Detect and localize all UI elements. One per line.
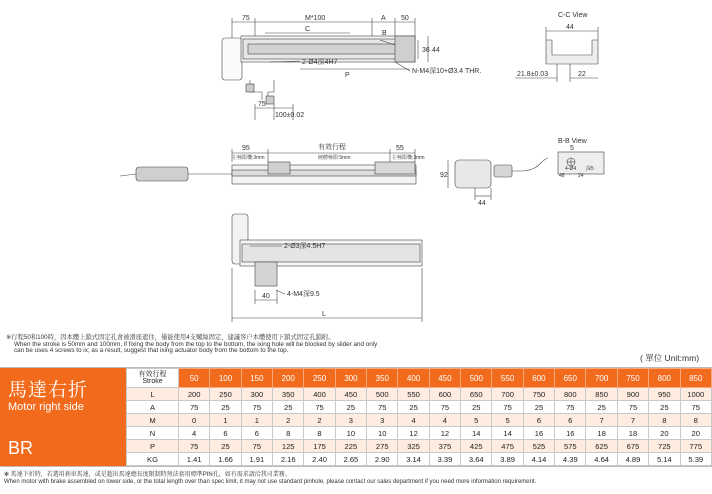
- row-label: A: [127, 401, 179, 414]
- table-row: [127, 453, 712, 466]
- row-label: L: [127, 388, 179, 401]
- table-cell: 425: [461, 440, 492, 453]
- stroke-value: 700: [586, 369, 617, 388]
- table-cell: 800: [555, 388, 586, 401]
- table-cell: 75: [429, 401, 460, 414]
- bottom-dim-40: 40: [262, 293, 270, 300]
- bb-depth: 深5: [586, 166, 594, 172]
- bottom-dim-l: L: [322, 311, 326, 318]
- table-cell: 18: [617, 427, 648, 440]
- bb-view-title: B-B View: [558, 138, 587, 145]
- table-cell: 275: [367, 440, 398, 453]
- table-cell: 75: [179, 401, 210, 414]
- table-cell: 25: [273, 401, 304, 414]
- table-cell: 625: [586, 440, 617, 453]
- stroke-value: 400: [398, 369, 429, 388]
- stroke-value: 350: [367, 369, 398, 388]
- left-limit-label: 左極限機:3mm: [232, 155, 265, 161]
- table-cell: 4: [179, 427, 210, 440]
- table-row: [127, 440, 712, 453]
- table-cell: 3.39: [429, 453, 460, 466]
- table-cell: 14: [492, 427, 523, 440]
- stroke-header-row: [127, 369, 712, 388]
- dim-75-top: 75: [242, 15, 250, 22]
- dim-44: 44: [432, 47, 440, 54]
- table-cell: 6: [241, 427, 272, 440]
- table-cell: 200: [179, 388, 210, 401]
- bottom-thread-label: 4-M4深9.5: [287, 291, 320, 298]
- table-cell: 325: [398, 440, 429, 453]
- note-cn: ※行程50和100時，因本體上鎖式固定孔會被滑座遮住，僅能使用4支螺絲固定，建議客户本體使用下鎖式固定孔鎖附。: [6, 334, 335, 341]
- table-cell: 350: [273, 388, 304, 401]
- table-cell: 2.16: [273, 453, 304, 466]
- table-cell: 3.64: [461, 453, 492, 466]
- note-en-1: When the stroke is 50mm and 100mm, if fixing the body from the top to the bottom, the ixing hole will be blocked by slider and only: [14, 341, 378, 348]
- table-cell: 5.14: [649, 453, 680, 466]
- table-cell: 775: [680, 440, 712, 453]
- table-cell: 950: [649, 388, 680, 401]
- table-cell: 400: [304, 388, 335, 401]
- motor-title-en: Motor right side: [8, 401, 84, 413]
- stroke-value: 300: [335, 369, 366, 388]
- table-cell: 4: [429, 414, 460, 427]
- table-cell: 16: [555, 427, 586, 440]
- dim-75-bottom: 75: [258, 101, 266, 108]
- table-cell: 75: [367, 401, 398, 414]
- table-cell: 125: [273, 440, 304, 453]
- table-cell: 75: [241, 401, 272, 414]
- table-cell: 575: [555, 440, 586, 453]
- table-cell: 225: [335, 440, 366, 453]
- table-cell: 18: [586, 427, 617, 440]
- table-cell: 550: [398, 388, 429, 401]
- stroke-value: 150: [241, 369, 272, 388]
- cc-dim-21: 21.8±0.03: [517, 71, 549, 78]
- row-label: P: [127, 440, 179, 453]
- dim-a: A: [381, 15, 386, 22]
- motor-title-cn: 馬達右折: [8, 379, 89, 401]
- cc-dim-44: 44: [566, 24, 574, 31]
- cc-dim-22: 22: [578, 71, 586, 78]
- table-cell: 7: [586, 414, 617, 427]
- table-cell: 8: [649, 414, 680, 427]
- table-cell: 20: [680, 427, 712, 440]
- table-cell: 10: [335, 427, 366, 440]
- stroke-value: 50: [179, 369, 210, 388]
- row-label: M: [127, 414, 179, 427]
- table-cell: 1.91: [241, 453, 272, 466]
- mid-stroke-label: 有效行程: [318, 144, 346, 151]
- table-cell: 8: [273, 427, 304, 440]
- table-cell: 10: [367, 427, 398, 440]
- thread-label: N-M4深10+Ø3.4 THR.: [412, 68, 482, 75]
- motor-panel: [0, 368, 126, 466]
- bb-dim-48: 48: [559, 173, 565, 179]
- table-cell: 75: [617, 401, 648, 414]
- table-cell: 5.39: [680, 453, 712, 466]
- table-cell: 600: [429, 388, 460, 401]
- stroke-value: 250: [304, 369, 335, 388]
- stroke-value: 450: [429, 369, 460, 388]
- table-cell: 375: [429, 440, 460, 453]
- table-cell: 0: [179, 414, 210, 427]
- table-cell: 16: [523, 427, 554, 440]
- bb-dim-5: 5: [570, 145, 574, 152]
- table-row: [127, 427, 712, 440]
- stroke-value: 100: [210, 369, 241, 388]
- table-cell: 525: [523, 440, 554, 453]
- motor-code: BR: [8, 438, 34, 458]
- dim-100-tol: 100±0.02: [275, 112, 305, 119]
- table-cell: 2.65: [335, 453, 366, 466]
- dim-p: P: [345, 72, 350, 79]
- stroke-value: 850: [680, 369, 712, 388]
- table-cell: 1000: [680, 388, 712, 401]
- table-cell: 4.64: [586, 453, 617, 466]
- table-row: [127, 401, 712, 414]
- stroke-value: 500: [461, 369, 492, 388]
- table-cell: 8: [680, 414, 712, 427]
- dim-m100: M*100: [305, 15, 326, 22]
- table-cell: 1: [241, 414, 272, 427]
- dim-b: B: [382, 30, 387, 37]
- table-cell: 2: [304, 414, 335, 427]
- table-cell: 4.14: [523, 453, 554, 466]
- stroke-value: 200: [273, 369, 304, 388]
- table-cell: 20: [649, 427, 680, 440]
- mid-dim-55: 55: [396, 145, 404, 152]
- table-cell: 900: [617, 388, 648, 401]
- cc-view-title: C-C View: [558, 12, 588, 19]
- table-cell: 650: [461, 388, 492, 401]
- note-en-2: can be uses 4 screws to ix; as a result, suggest that ixing actuator body from the bottom to the top.: [14, 347, 289, 354]
- side-dim-92: 92: [440, 172, 448, 179]
- table-cell: 300: [241, 388, 272, 401]
- table-cell: 1.66: [210, 453, 241, 466]
- table-cell: 500: [367, 388, 398, 401]
- table-cell: 14: [461, 427, 492, 440]
- table-cell: 75: [492, 401, 523, 414]
- stroke-value: 650: [555, 369, 586, 388]
- table-cell: 175: [304, 440, 335, 453]
- table-cell: 1: [210, 414, 241, 427]
- spec-table: [126, 368, 712, 466]
- dim-50: 50: [401, 15, 409, 22]
- stroke-label-en: Stroke: [142, 378, 163, 385]
- stroke-header-label: [127, 369, 179, 388]
- mid-dim-95: 95: [242, 145, 250, 152]
- table-cell: 5: [492, 414, 523, 427]
- table-cell: 25: [461, 401, 492, 414]
- stroke-value: 750: [617, 369, 648, 388]
- table-cell: 1.41: [179, 453, 210, 466]
- table-cell: 4: [398, 414, 429, 427]
- bb-dim-24: 24: [578, 173, 584, 179]
- table-cell: 450: [335, 388, 366, 401]
- table-cell: 75: [304, 401, 335, 414]
- table-cell: 25: [398, 401, 429, 414]
- table-cell: 25: [210, 440, 241, 453]
- side-dim-44: 44: [478, 200, 486, 207]
- table-cell: 7: [617, 414, 648, 427]
- right-limit-label: 左極限機:3mm: [392, 155, 425, 161]
- stroke-value: 800: [649, 369, 680, 388]
- footer-note-en: When motor with brake assembled on lower side, or the total length over than spec limit, it may not use standard pinhole, please contact our sales department if you need more information requirement.: [4, 479, 537, 485]
- table-cell: 475: [492, 440, 523, 453]
- table-cell: 4.89: [617, 453, 648, 466]
- table-cell: 12: [398, 427, 429, 440]
- bb-pin: 4-Ø4: [565, 166, 577, 172]
- table-cell: 750: [523, 388, 554, 401]
- row-label: KG: [127, 453, 179, 466]
- table-cell: 75: [555, 401, 586, 414]
- table-cell: 6: [210, 427, 241, 440]
- table-cell: 25: [523, 401, 554, 414]
- table-cell: 75: [241, 440, 272, 453]
- stroke-value: 600: [523, 369, 554, 388]
- table-cell: 850: [586, 388, 617, 401]
- table-cell: 3.89: [492, 453, 523, 466]
- stroke-value: 550: [492, 369, 523, 388]
- spec-section: [0, 367, 712, 467]
- table-cell: 25: [210, 401, 241, 414]
- table-cell: 3: [367, 414, 398, 427]
- hole-h7-label: 2-Ø4深4H7: [302, 59, 338, 66]
- dim-36: 36: [422, 47, 430, 54]
- table-cell: 675: [617, 440, 648, 453]
- dim-c: C: [305, 26, 311, 33]
- table-cell: 725: [649, 440, 680, 453]
- table-cell: 75: [179, 440, 210, 453]
- table-cell: 12: [429, 427, 460, 440]
- table-cell: 25: [586, 401, 617, 414]
- table-cell: 6: [523, 414, 554, 427]
- table-cell: 2: [273, 414, 304, 427]
- table-row: [127, 388, 712, 401]
- table-cell: 6: [555, 414, 586, 427]
- stroke-limit-label: 硬體極限:5mm: [318, 155, 351, 161]
- table-cell: 3.14: [398, 453, 429, 466]
- table-cell: 2.90: [367, 453, 398, 466]
- table-cell: 3: [335, 414, 366, 427]
- table-cell: 2.40: [304, 453, 335, 466]
- table-cell: 250: [210, 388, 241, 401]
- table-cell: 25: [649, 401, 680, 414]
- table-cell: 8: [304, 427, 335, 440]
- table-cell: 4.39: [555, 453, 586, 466]
- table-cell: 700: [492, 388, 523, 401]
- table-row: [127, 414, 712, 427]
- stroke-label-cn: 有效行程: [138, 371, 167, 378]
- row-label: N: [127, 427, 179, 440]
- unit-label: ( 單位 Unit:mm): [640, 353, 700, 363]
- footer-note-cn: ✻ 馬達下折時，若選用刹車馬達，或是超出馬達總長度限制時無法套用標準PIN孔，如有需求請洽我司業務。: [4, 472, 291, 478]
- table-cell: 75: [680, 401, 712, 414]
- table-cell: 5: [461, 414, 492, 427]
- bottom-hole-label: 2-Ø3深4.5H7: [284, 243, 326, 250]
- table-cell: 25: [335, 401, 366, 414]
